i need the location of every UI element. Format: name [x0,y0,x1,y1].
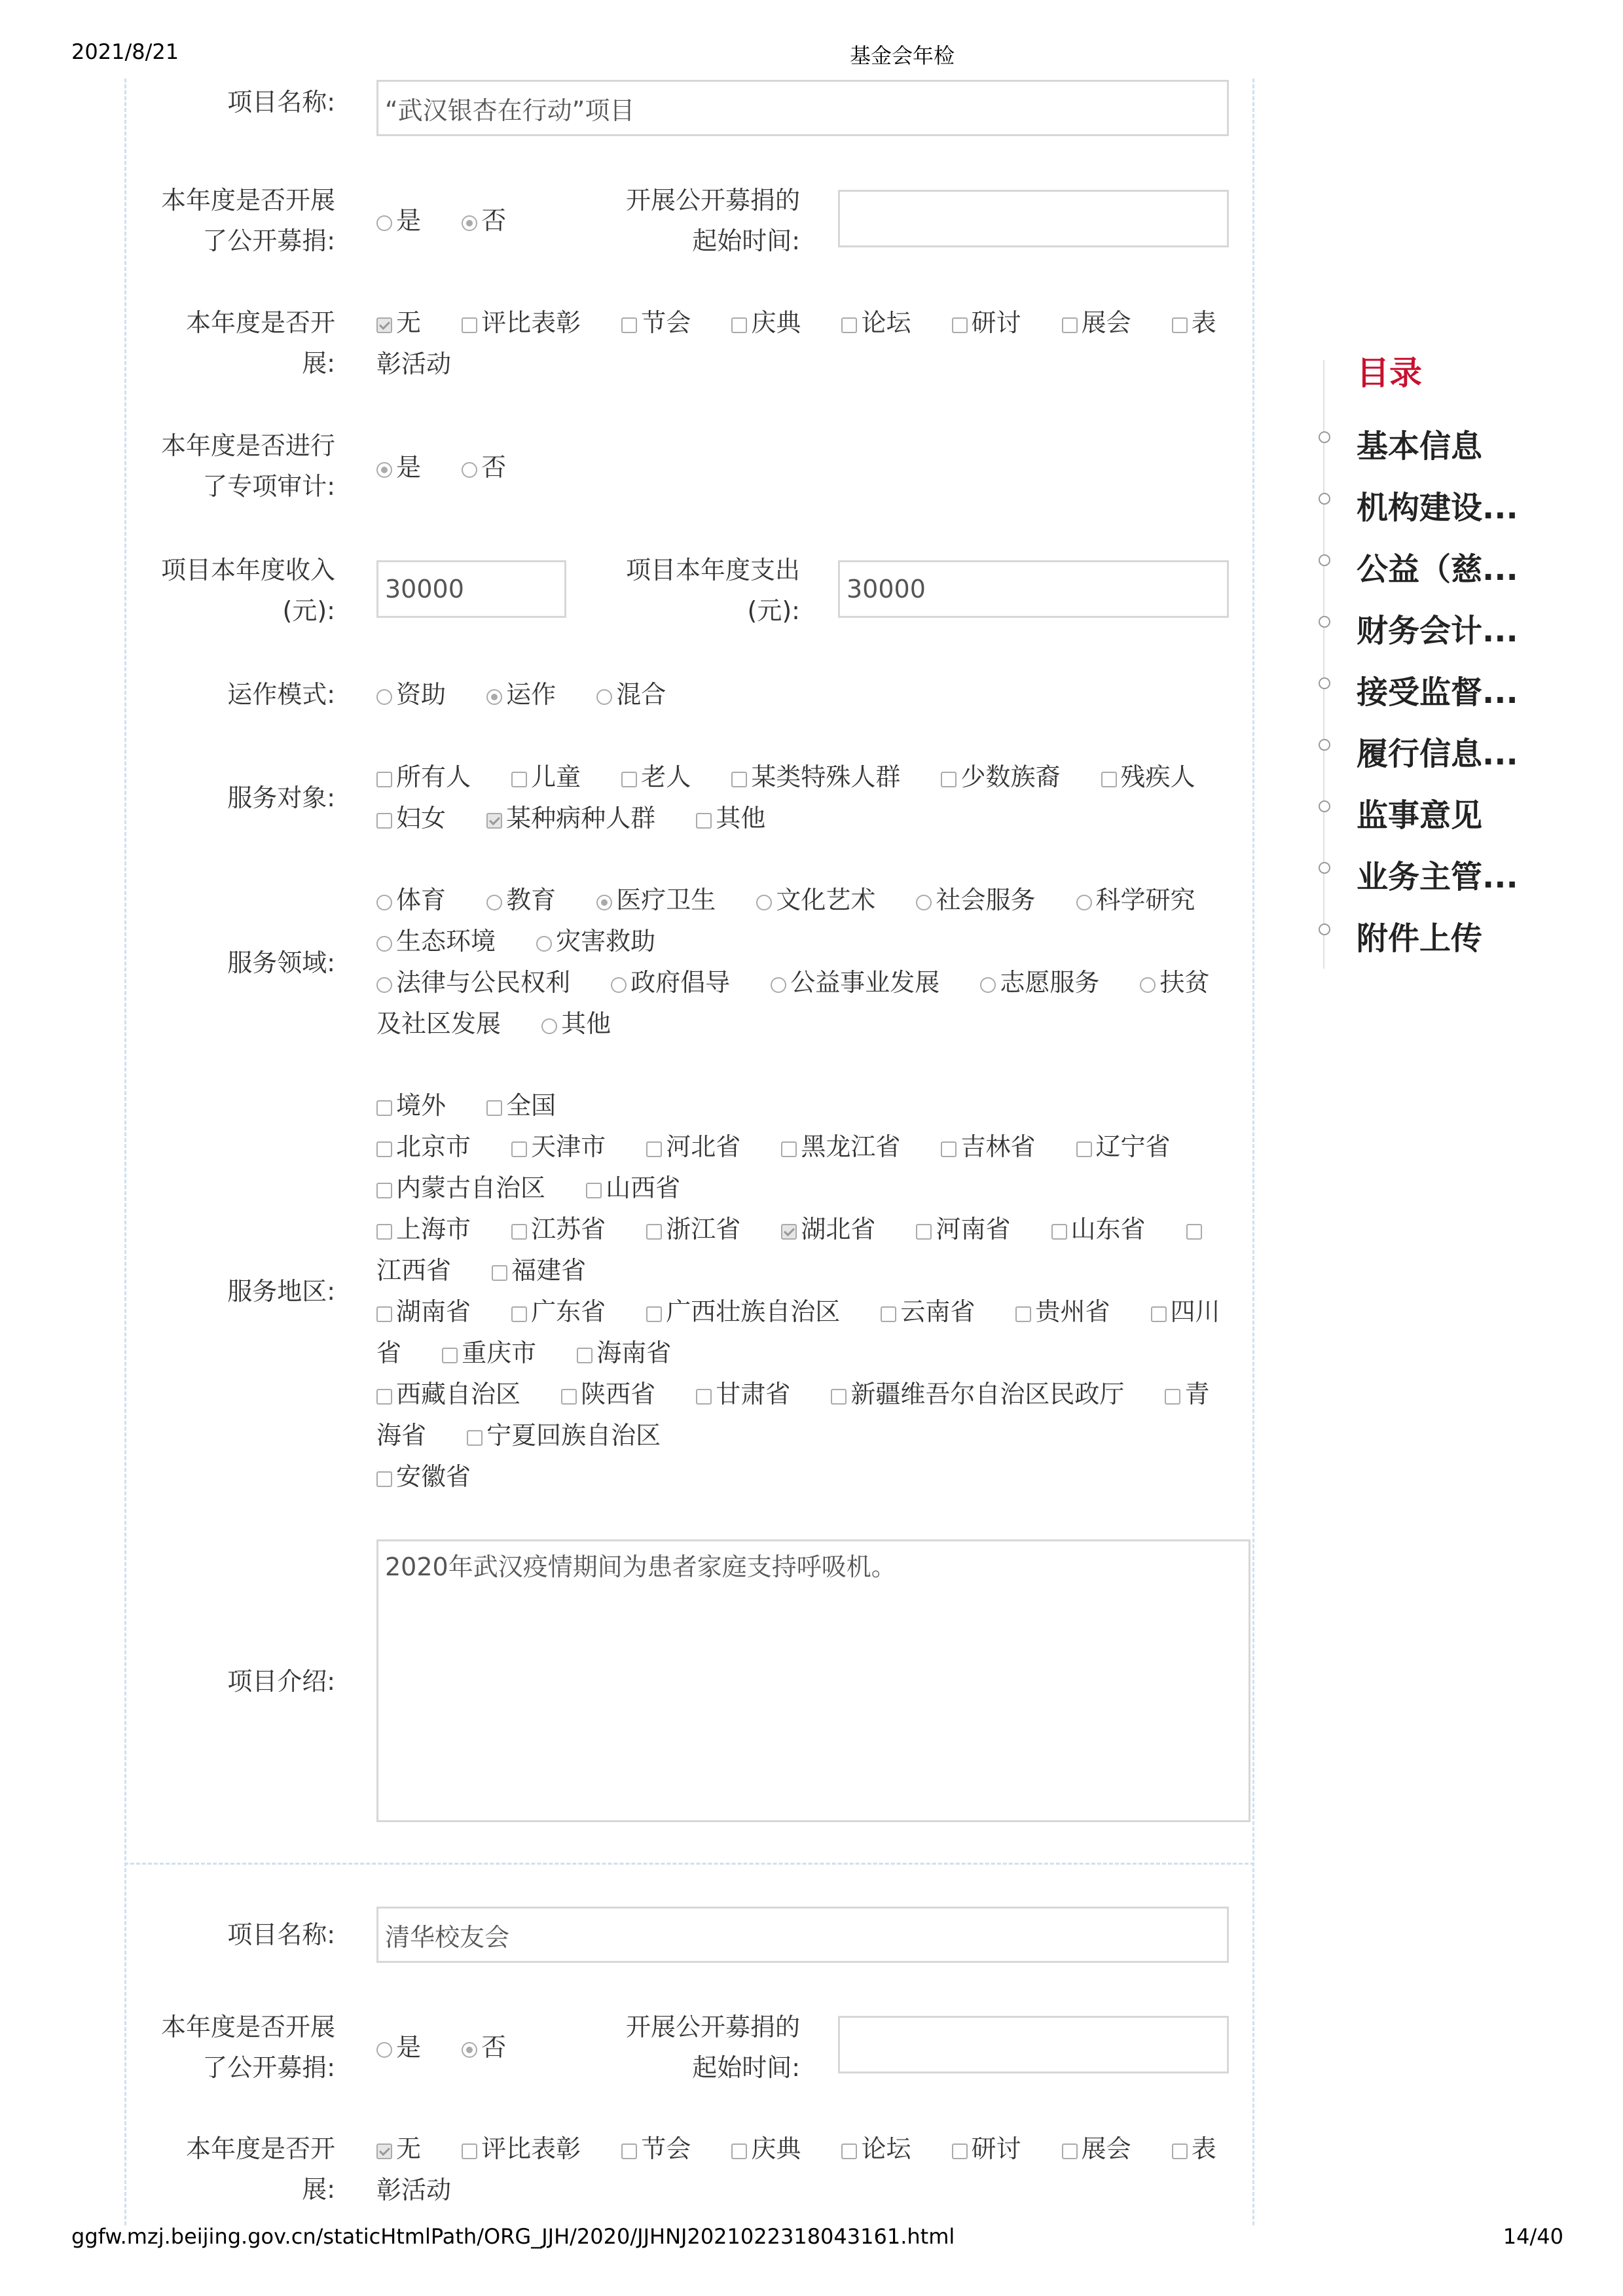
circle-icon [1319,493,1330,505]
checkbox-icon [561,1389,577,1405]
mode-funding-radio[interactable]: 资助 [376,674,446,715]
radio-icon [376,689,392,705]
target-checkbox[interactable]: 残疾人 [1101,757,1195,798]
print-date: 2021/8/21 [71,39,179,64]
checkbox-icon [376,1471,392,1487]
mode-mixed-radio[interactable]: 混合 [596,674,666,715]
area-checkbox[interactable]: 天津市 [511,1126,606,1168]
checkbox-icon [731,2144,747,2159]
checkbox-icon [621,317,637,333]
checkbox-icon [492,1265,507,1281]
operation-mode-radios [376,674,666,715]
area-checkbox[interactable]: 境外 [376,1085,446,1126]
area-checkbox[interactable]: 安徽省 [376,1456,471,1498]
area-checkbox[interactable] [1186,1209,1206,1250]
audit-radios [376,447,506,488]
income-input[interactable]: 30000 [376,560,566,618]
activity-none-checkbox[interactable]: 无 [376,2128,421,2170]
radio-icon [596,689,612,705]
operation-mode-label: 运作模式: [227,680,335,709]
income-label: 项目本年度收入 (元): [160,556,335,625]
radio-icon [462,462,477,478]
toc-item-basic-info[interactable]: 基本信息 [1357,421,1482,466]
project-name-input[interactable]: “武汉银杏在行动”项目 [376,80,1229,136]
radio-selected-icon [486,689,502,705]
toc-timeline [1323,360,1324,969]
checkbox-icon [841,317,857,333]
checkbox-icon [781,1141,797,1157]
area-checkbox[interactable]: 辽宁省 [1076,1126,1171,1168]
fundraising-no-radio[interactable]: 否 [462,200,506,242]
area-checkbox[interactable]: 西藏自治区 [376,1374,520,1415]
area-checkbox[interactable]: 上海市 [376,1209,471,1250]
area-checkbox[interactable]: 江苏省 [511,1209,606,1250]
radio-icon [756,895,772,910]
checkbox-icon [731,772,747,787]
activity-forum-checkbox[interactable]: 论坛 [841,302,911,344]
service-target-checkboxes [376,757,1241,839]
radio-icon [541,1018,557,1034]
checkbox-checked-icon [376,2144,392,2159]
service-area-checkboxes [376,1085,1241,1498]
circle-icon [1319,800,1330,812]
expense-label: 项目本年度支出 (元): [625,556,800,625]
radio-icon [376,215,392,231]
fundraising-start-input[interactable] [838,190,1229,247]
checkbox-icon [646,1306,662,1322]
activities-label: 本年度是否开 展: [185,2134,335,2204]
field-radio[interactable]: 政府倡导 [611,962,730,1003]
target-checkbox[interactable]: 少数族裔 [941,757,1060,798]
project-separator [124,1863,1254,1865]
radio-icon [916,895,932,910]
radio-icon [611,977,627,993]
circle-icon [1319,677,1330,689]
area-checkbox[interactable]: 重庆市 [442,1333,536,1374]
area-checkbox[interactable]: 全国 [486,1085,556,1126]
circle-icon [1319,739,1330,751]
audit-label: 本年度是否进行 了专项审计: [160,431,335,501]
checkbox-icon [376,1100,392,1116]
expense-input[interactable]: 30000 [838,560,1229,618]
area-checkbox[interactable]: 山西省 [586,1168,680,1209]
activities-checkboxes [376,2128,1241,2211]
checkbox-icon [1186,1224,1202,1240]
toc-item-org-building[interactable]: 机构建设... [1357,482,1518,528]
checkbox-icon [731,317,747,333]
area-wrap-text: 省 [376,1338,402,1367]
checkbox-icon [511,1141,527,1157]
audit-no-radio[interactable]: 否 [462,447,506,488]
circle-icon [1319,554,1330,566]
checkbox-icon [646,1224,662,1240]
area-wrap-text: 江西省 [376,1256,452,1285]
checkbox-icon [1062,317,1078,333]
page-number: 14/40 [1503,2224,1563,2249]
target-checkbox[interactable]: 某类特殊人群 [731,757,900,798]
project-name-label: 项目名称: [227,88,335,117]
area-checkbox[interactable]: 云南省 [881,1291,975,1333]
checkbox-icon [486,1100,502,1116]
service-field-label: 服务领域: [227,948,335,977]
checkbox-icon [621,772,637,787]
radio-icon [1076,895,1092,910]
target-disease-checkbox[interactable]: 某种病种人群 [486,798,655,839]
checkbox-icon [376,1306,392,1322]
toc-item-competent-authority[interactable]: 业务主管... [1357,852,1518,897]
circle-icon [1319,924,1330,935]
activity-forum-checkbox[interactable]: 论坛 [841,2128,911,2170]
area-checkbox[interactable]: 山东省 [1051,1209,1146,1250]
fundraising-start-label: 开展公开募捐的 起始时间: [625,2013,800,2082]
checkbox-icon [1051,1224,1067,1240]
circle-icon [1319,616,1330,628]
area-checkbox[interactable]: 青 [1165,1374,1209,1415]
public-fundraising-label: 本年度是否开展 了公开募捐: [160,2013,335,2082]
print-url: ggfw.mzj.beijing.gov.cn/staticHtmlPath/ORG_JJH/2020/JJHNJ2021022318043161.html [71,2224,955,2249]
field-radio[interactable]: 公益事业发展 [771,962,939,1003]
activity-award-checkbox[interactable]: 评比表彰 [462,302,581,344]
fundraising-start-input[interactable] [838,2016,1229,2073]
checkbox-icon [881,1306,896,1322]
checkbox-icon [831,1389,847,1405]
activity-festival-checkbox[interactable]: 节会 [621,302,691,344]
area-checkbox[interactable]: 内蒙古自治区 [376,1168,545,1209]
checkbox-icon [511,1306,527,1322]
activity-award-checkbox[interactable]: 评比表彰 [462,2128,581,2170]
area-checkbox[interactable]: 广西壮族自治区 [646,1291,840,1333]
area-checkbox[interactable]: 陕西省 [561,1374,655,1415]
area-checkbox[interactable]: 广东省 [511,1291,606,1333]
field-radio[interactable]: 志愿服务 [980,962,1099,1003]
radio-icon [376,2042,392,2058]
activity-festival-checkbox[interactable]: 节会 [621,2128,691,2170]
checkbox-icon [916,1224,932,1240]
checkbox-icon [1151,1306,1167,1322]
area-checkbox[interactable]: 宁夏回族自治区 [467,1415,661,1456]
area-checkbox[interactable]: 黑龙江省 [781,1126,900,1168]
service-area-label: 服务地区: [227,1277,335,1306]
checkbox-icon [952,317,968,333]
checkbox-icon [586,1183,602,1198]
radio-selected-icon [462,2042,477,2058]
area-hubei-checkbox[interactable]: 湖北省 [781,1209,875,1250]
toc-title: 目录 [1357,354,1422,392]
activity-celebration-checkbox[interactable]: 庆典 [731,2128,801,2170]
checkbox-icon [376,1141,392,1157]
public-fundraising-radios [376,2027,506,2068]
field-radio[interactable]: 教育 [486,880,556,921]
target-checkbox[interactable]: 所有人 [376,757,471,798]
activity-commendation-checkbox[interactable]: 表 [1172,302,1216,344]
checkbox-icon [467,1430,483,1446]
circle-icon [1319,431,1330,443]
field-radio[interactable]: 其他 [541,1003,611,1045]
checkbox-icon [621,2144,637,2159]
checkbox-icon [376,813,392,829]
activity-celebration-checkbox[interactable]: 庆典 [731,302,801,344]
area-checkbox[interactable]: 福建省 [492,1250,586,1291]
checkbox-checked-icon [376,317,392,333]
target-checkbox[interactable]: 其他 [696,798,765,839]
field-radio[interactable]: 科学研究 [1076,880,1195,921]
checkbox-icon [376,772,392,787]
target-checkbox[interactable]: 老人 [621,757,691,798]
activity-commendation-wrap: 彰活动 [376,350,452,378]
activity-commendation-wrap: 彰活动 [376,2176,452,2204]
mode-operation-radio[interactable]: 运作 [486,674,556,715]
radio-selected-icon [596,895,612,910]
checkbox-icon [1101,772,1117,787]
checkbox-icon [941,772,957,787]
activities-label: 本年度是否开 展: [185,308,335,378]
area-checkbox[interactable]: 湖南省 [376,1291,471,1333]
target-checkbox[interactable]: 儿童 [511,757,581,798]
checkbox-icon [1076,1141,1092,1157]
audit-yes-radio[interactable]: 是 [376,447,421,488]
radio-icon [376,936,392,952]
table-of-contents [1316,347,1565,969]
radio-selected-icon [376,462,392,478]
checkbox-checked-icon [486,813,502,829]
checkbox-icon [941,1141,957,1157]
area-checkbox[interactable]: 四川 [1151,1291,1220,1333]
area-checkbox[interactable]: 北京市 [376,1126,471,1168]
checkbox-icon [1015,1306,1031,1322]
checkbox-icon [511,772,527,787]
activities-checkboxes [376,302,1241,385]
toc-item-attachments[interactable]: 附件上传 [1357,913,1482,958]
field-radio[interactable]: 体育 [376,880,446,921]
fundraising-yes-radio[interactable]: 是 [376,200,421,242]
area-checkbox[interactable]: 河北省 [646,1126,740,1168]
radio-icon [376,895,392,910]
checkbox-icon [1165,1389,1180,1405]
field-radio[interactable]: 文化艺术 [756,880,875,921]
checkbox-icon [841,2144,857,2159]
area-wrap-text: 海省 [376,1421,427,1450]
activity-commendation-checkbox[interactable]: 表 [1172,2128,1216,2170]
field-medical-radio[interactable]: 医疗卫生 [596,880,716,921]
checkbox-icon [376,1389,392,1405]
fundraising-no-radio[interactable]: 否 [462,2027,506,2068]
activity-seminar-checkbox[interactable]: 研讨 [952,2128,1021,2170]
checkbox-icon [1172,2144,1188,2159]
checkbox-icon [1172,317,1188,333]
radio-selected-icon [462,215,477,231]
checkbox-icon [462,2144,477,2159]
public-fundraising-label: 本年度是否开展 了公开募捐: [160,186,335,255]
checkbox-icon [646,1141,662,1157]
radio-icon [980,977,996,993]
area-checkbox[interactable]: 浙江省 [646,1209,740,1250]
toc-item-finance[interactable]: 财务会计... [1357,605,1518,651]
intro-textarea[interactable]: 2020年武汉疫情期间为患者家庭支持呼吸机。 [376,1539,1250,1822]
area-checkbox[interactable]: 吉林省 [941,1126,1035,1168]
area-checkbox[interactable]: 海南省 [577,1333,671,1374]
area-checkbox[interactable]: 新疆维吾尔自治区民政厅 [831,1374,1124,1415]
checkbox-icon [376,1183,392,1198]
checkbox-icon [511,1224,527,1240]
radio-icon [1140,977,1156,993]
checkbox-icon [376,1224,392,1240]
circle-icon [1319,862,1330,874]
fundraising-start-label: 开展公开募捐的 起始时间: [625,186,800,255]
field-radio[interactable]: 扶贫 [1140,962,1209,1003]
public-fundraising-radios [376,200,506,242]
checkbox-icon [462,317,477,333]
checkbox-icon [1062,2144,1078,2159]
toc-item-supervisor-opinion[interactable]: 监事意见 [1357,790,1482,835]
activity-seminar-checkbox[interactable]: 研讨 [952,302,1021,344]
area-checkbox[interactable]: 贵州省 [1015,1291,1110,1333]
fundraising-yes-radio[interactable]: 是 [376,2027,421,2068]
intro-label: 项目介绍: [227,1667,335,1696]
radio-icon [536,936,552,952]
activity-exhibition-checkbox[interactable]: 展会 [1062,2128,1131,2170]
service-target-label: 服务对象: [227,783,335,812]
checkbox-icon [952,2144,968,2159]
service-field-radios [376,880,1241,1045]
checkbox-icon [442,1348,458,1363]
activity-exhibition-checkbox[interactable]: 展会 [1062,302,1131,344]
print-title: 基金会年检 [850,43,955,68]
area-checkbox[interactable]: 河南省 [916,1209,1010,1250]
field-radio[interactable]: 生态环境 [376,921,496,962]
checkbox-icon [696,1389,712,1405]
toc-item-charity[interactable]: 公益（慈... [1357,544,1518,589]
project-name-input[interactable]: 清华校友会 [376,1907,1229,1963]
field-poverty-wrap: 及社区发展 [376,1009,501,1038]
toc-item-disclosure[interactable]: 履行信息... [1357,728,1518,774]
radio-icon [376,977,392,993]
toc-item-supervision[interactable]: 接受监督... [1357,667,1518,712]
area-checkbox[interactable]: 甘肃省 [696,1374,790,1415]
field-radio[interactable]: 灾害救助 [536,921,655,962]
target-checkbox[interactable]: 妇女 [376,798,446,839]
radio-icon [771,977,786,993]
radio-icon [486,895,502,910]
field-radio[interactable]: 社会服务 [916,880,1035,921]
checkbox-icon [577,1348,593,1363]
field-radio[interactable]: 法律与公民权利 [376,962,570,1003]
activity-none-checkbox[interactable]: 无 [376,302,421,344]
checkbox-icon [696,813,712,829]
project-name-label: 项目名称: [227,1920,335,1949]
checkbox-checked-icon [781,1224,797,1240]
